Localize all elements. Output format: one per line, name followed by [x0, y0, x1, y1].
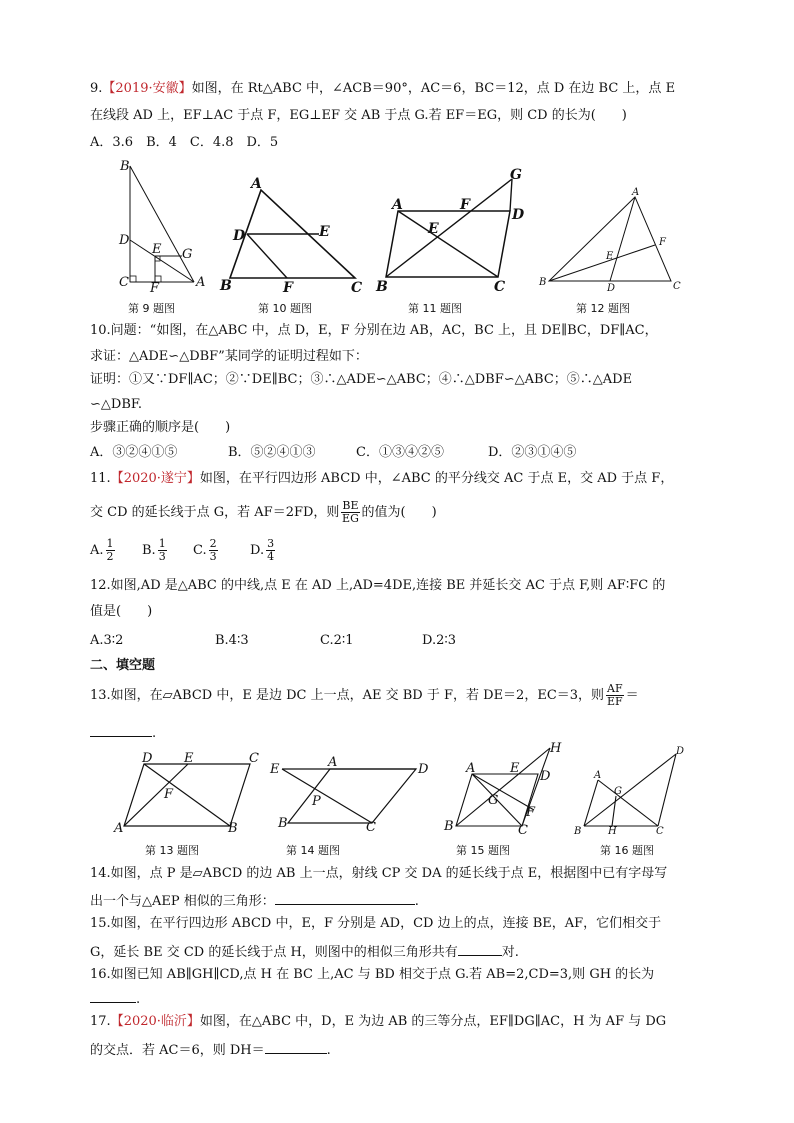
q17-text-2: 的交点．若 AC＝6，则 DH＝: [90, 1043, 265, 1058]
figure-13: [112, 750, 262, 840]
q17-text: 如图，在△ABC 中，D，E 为边 AB 的三等分点，EF∥DG∥AC，H 为 AF 与 DG: [199, 1014, 667, 1029]
fig15-label-a: A: [466, 761, 476, 776]
fig14-label-b: B: [278, 816, 288, 831]
fig12-label-c: C: [673, 281, 681, 292]
fig11-label-b: B: [376, 279, 388, 295]
fig9-label-f: F: [150, 281, 160, 296]
fig16-label-d: D: [676, 746, 685, 757]
fig9-label-b: B: [120, 159, 130, 174]
q14-line2: 出一个与△AEP 相似的三角形： .: [90, 890, 419, 911]
fig11-label-f: F: [460, 197, 470, 213]
q11-option-a: A. $\frac{1}{2}$: [90, 537, 114, 563]
q15-answer-blank[interactable]: [458, 941, 502, 956]
q10-line4: ∽△DBF.: [90, 397, 142, 412]
q10-line5: 步骤正确的顺序是( ): [90, 420, 231, 435]
fig9-label-a: A: [196, 275, 206, 290]
q9-line1: [90, 80, 675, 98]
fig9-label-c: C: [119, 275, 129, 290]
fig10-label-c: C: [351, 280, 363, 296]
fig14-label-c: C: [366, 820, 376, 835]
fig13-caption: 第 13 题图: [145, 844, 199, 857]
fig9-caption: 第 9 题图: [128, 302, 175, 315]
q9-line2: 在线段 AD 上，EF⊥AC 于点 F，EG⊥EF 交 AB 于点 G.若 EF＝EG，则 CD 的长为( ): [90, 108, 627, 123]
fig11-label-c: C: [494, 279, 506, 295]
q12-option-c: C.2∶1: [320, 633, 354, 648]
fig15-label-g: G: [488, 793, 499, 808]
fig12-caption: 第 12 题图: [576, 302, 630, 315]
q11-option-d: D. $\frac{3}{4}$: [250, 537, 275, 563]
q15-text: G，延长 BE 交 CD 的延长线于点 H，则图中的相似三角形共有: [90, 945, 458, 960]
q13-line1: [90, 682, 639, 710]
q13-frac-num: AF: [607, 682, 623, 695]
q13-text: 13.如图，在▱ABCD 中，E 是边 DC 上一点，AE 交 BD 于 F，若 DE＝2，EC＝3，则: [90, 688, 605, 703]
figure-16: [570, 744, 690, 836]
figure-15: [438, 741, 568, 838]
fig15-label-d: D: [540, 769, 551, 784]
q12-option-a: A.3∶2: [90, 633, 124, 648]
q11-text: 如图，在平行四边形 ABCD 中，∠ABC 的平分线交 AC 于点 E，交 AD 于点 F，: [199, 471, 674, 486]
figure-10: [215, 172, 365, 296]
fig12-label-b: B: [539, 277, 547, 288]
q12-option-d: D.2∶3: [422, 633, 457, 648]
q17-line2: 的交点．若 AC＝6，则 DH＝ .: [90, 1039, 331, 1060]
q14-text: 出一个与△AEP 相似的三角形：: [90, 894, 275, 909]
figure-14: [268, 755, 438, 835]
fig10-label-a: A: [251, 176, 262, 192]
fig15-label-e: E: [510, 761, 520, 776]
fig16-label-h: H: [608, 826, 617, 837]
q11-option-b: B. $\frac{1}{3}$: [142, 537, 166, 563]
q11-line2: [90, 499, 437, 527]
q10-option-b: B．⑤②④①③: [228, 445, 316, 460]
q12-line1: 12.如图,AD 是△ABC 的中线,点 E 在 AD 上,AD=4DE,连接 BE 并延长交 AC 于点 F,则 AF∶FC 的: [90, 578, 666, 593]
q17-line1: [90, 1013, 666, 1031]
q12-option-b: B.4∶3: [215, 633, 249, 648]
fig10-label-e: E: [319, 224, 330, 240]
q14-line1: 14.如图，点 P 是▱ABCD 的边 AB 上一点，射线 CP 交 DA 的延长线于点 E，根据图中已有字母写: [90, 866, 668, 881]
fig11-label-a: A: [392, 197, 403, 213]
fig14-label-e: E: [270, 762, 280, 777]
fig10-label-d: D: [233, 228, 246, 244]
q14-answer-blank[interactable]: [275, 890, 415, 905]
q11-frac-den: EG: [342, 512, 359, 525]
fig13-label-f: F: [164, 787, 174, 802]
q11-source-tag: 【2020·遂宁】: [110, 471, 200, 486]
fig9-label-d: D: [119, 233, 130, 248]
q11-line2-post: 的值为( ): [361, 505, 437, 520]
q16-answer-blank[interactable]: [90, 988, 136, 1003]
q10-line2: 求证：△ADE∽△DBF”某同学的证明过程如下：: [90, 349, 368, 364]
fig10-caption: 第 10 题图: [258, 302, 312, 315]
q9-number: 9.: [90, 81, 103, 96]
fig14-caption: 第 14 题图: [286, 844, 340, 857]
fig14-label-a: A: [328, 755, 338, 770]
fig13-label-b: B: [228, 821, 238, 836]
fig14-label-p: P: [312, 794, 321, 809]
fig15-label-b: B: [444, 819, 454, 834]
q10-option-c: C．①③④②⑤: [356, 445, 444, 460]
fig15-label-h: H: [550, 741, 562, 756]
fig12-label-a: A: [632, 187, 640, 198]
q10-option-a: A．③②④①⑤: [90, 445, 178, 460]
q12-line2: 值是( ): [90, 604, 153, 619]
q10-line1: 10.问题：“如图，在△ABC 中，点 D，E，F 分别在边 AB，AC，BC 上，且 DE∥BC，DF∥AC，: [90, 323, 658, 338]
q17-answer-blank[interactable]: [265, 1039, 327, 1054]
figure-12: [535, 185, 685, 293]
q13-fraction: [606, 683, 624, 708]
q17-number: 17.: [90, 1014, 111, 1029]
q11-line2-pre: 交 CD 的延长线于点 G，若 AF＝2FD，则: [90, 505, 340, 520]
section-fill-in-blank-heading: 二、填空题: [90, 658, 156, 673]
fig13-label-d: D: [142, 751, 153, 766]
fig16-label-b: B: [574, 826, 582, 837]
fig11-label-d: D: [512, 207, 525, 223]
fig16-caption: 第 16 题图: [600, 844, 654, 857]
q16-line1: 16.如图已知 AB∥GH∥CD,点 H 在 BC 上,AC 与 BD 相交于点 G.若 AB=2,CD=3,则 GH 的长为: [90, 967, 655, 982]
q11-number: 11.: [90, 471, 111, 486]
fig10-label-f: F: [283, 280, 293, 296]
fig16-label-a: A: [594, 770, 602, 781]
fig12-label-e: E: [606, 251, 614, 262]
q11-option-c: C. $\frac{2}{3}$: [193, 537, 217, 563]
fig13-label-a: A: [114, 821, 124, 836]
q11-fraction: [341, 500, 359, 525]
figure-11: [372, 165, 532, 293]
q17-source-tag: 【2020·临沂】: [110, 1014, 200, 1029]
fig15-label-c: C: [518, 823, 528, 838]
q13-equals: ＝: [625, 688, 639, 703]
fig9-label-e: E: [152, 242, 162, 257]
q16-answer-line: .: [90, 988, 140, 1009]
fig16-label-g: G: [614, 786, 622, 797]
fig14-label-d: D: [418, 762, 429, 777]
q10-line3: 证明：①又∵DF∥AC；②∵DE∥BC；③∴△ADE∽△ABC；④∴△DBF∽△ABC；⑤∴△ADE: [90, 372, 633, 387]
q15-line1: 15.如图，在平行四边形 ABCD 中，E，F 分别是 AD，CD 边上的点，连接 BE，AF，它们相交于: [90, 916, 662, 931]
q9-options: A．3.6 B．4 C．4.8 D．5: [90, 135, 279, 150]
q9-source-tag: 【2019·安徽】: [102, 81, 192, 96]
fig15-caption: 第 15 题图: [456, 844, 510, 857]
fig12-label-d: D: [607, 283, 616, 294]
q15-line2: G，延长 BE 交 CD 的延长线于点 H，则图中的相似三角形共有 对.: [90, 941, 519, 962]
q13-frac-den: EF: [607, 695, 623, 708]
figure-9: [110, 158, 210, 296]
q11-line1: [90, 470, 673, 488]
fig13-label-e: E: [184, 751, 194, 766]
q9-text: 如图，在 Rt△ABC 中，∠ACB＝90°，AC＝6，BC＝12，点 D 在边 BC 上，点 E: [191, 81, 676, 96]
fig9-label-g: G: [182, 247, 193, 262]
fig13-label-c: C: [249, 751, 259, 766]
fig11-caption: 第 11 题图: [408, 302, 462, 315]
fig16-label-c: C: [656, 826, 664, 837]
q11-frac-num: BE: [342, 499, 359, 512]
fig11-label-e: E: [428, 221, 439, 237]
q13-answer-blank[interactable]: [90, 722, 152, 737]
fig10-label-b: B: [220, 278, 232, 294]
fig15-label-f: F: [526, 805, 536, 820]
fig12-label-f: F: [659, 237, 666, 248]
q13-answer-line: .: [90, 722, 156, 743]
q10-option-d: D．②③①④⑤: [488, 445, 577, 460]
fig11-label-g: G: [510, 167, 522, 183]
